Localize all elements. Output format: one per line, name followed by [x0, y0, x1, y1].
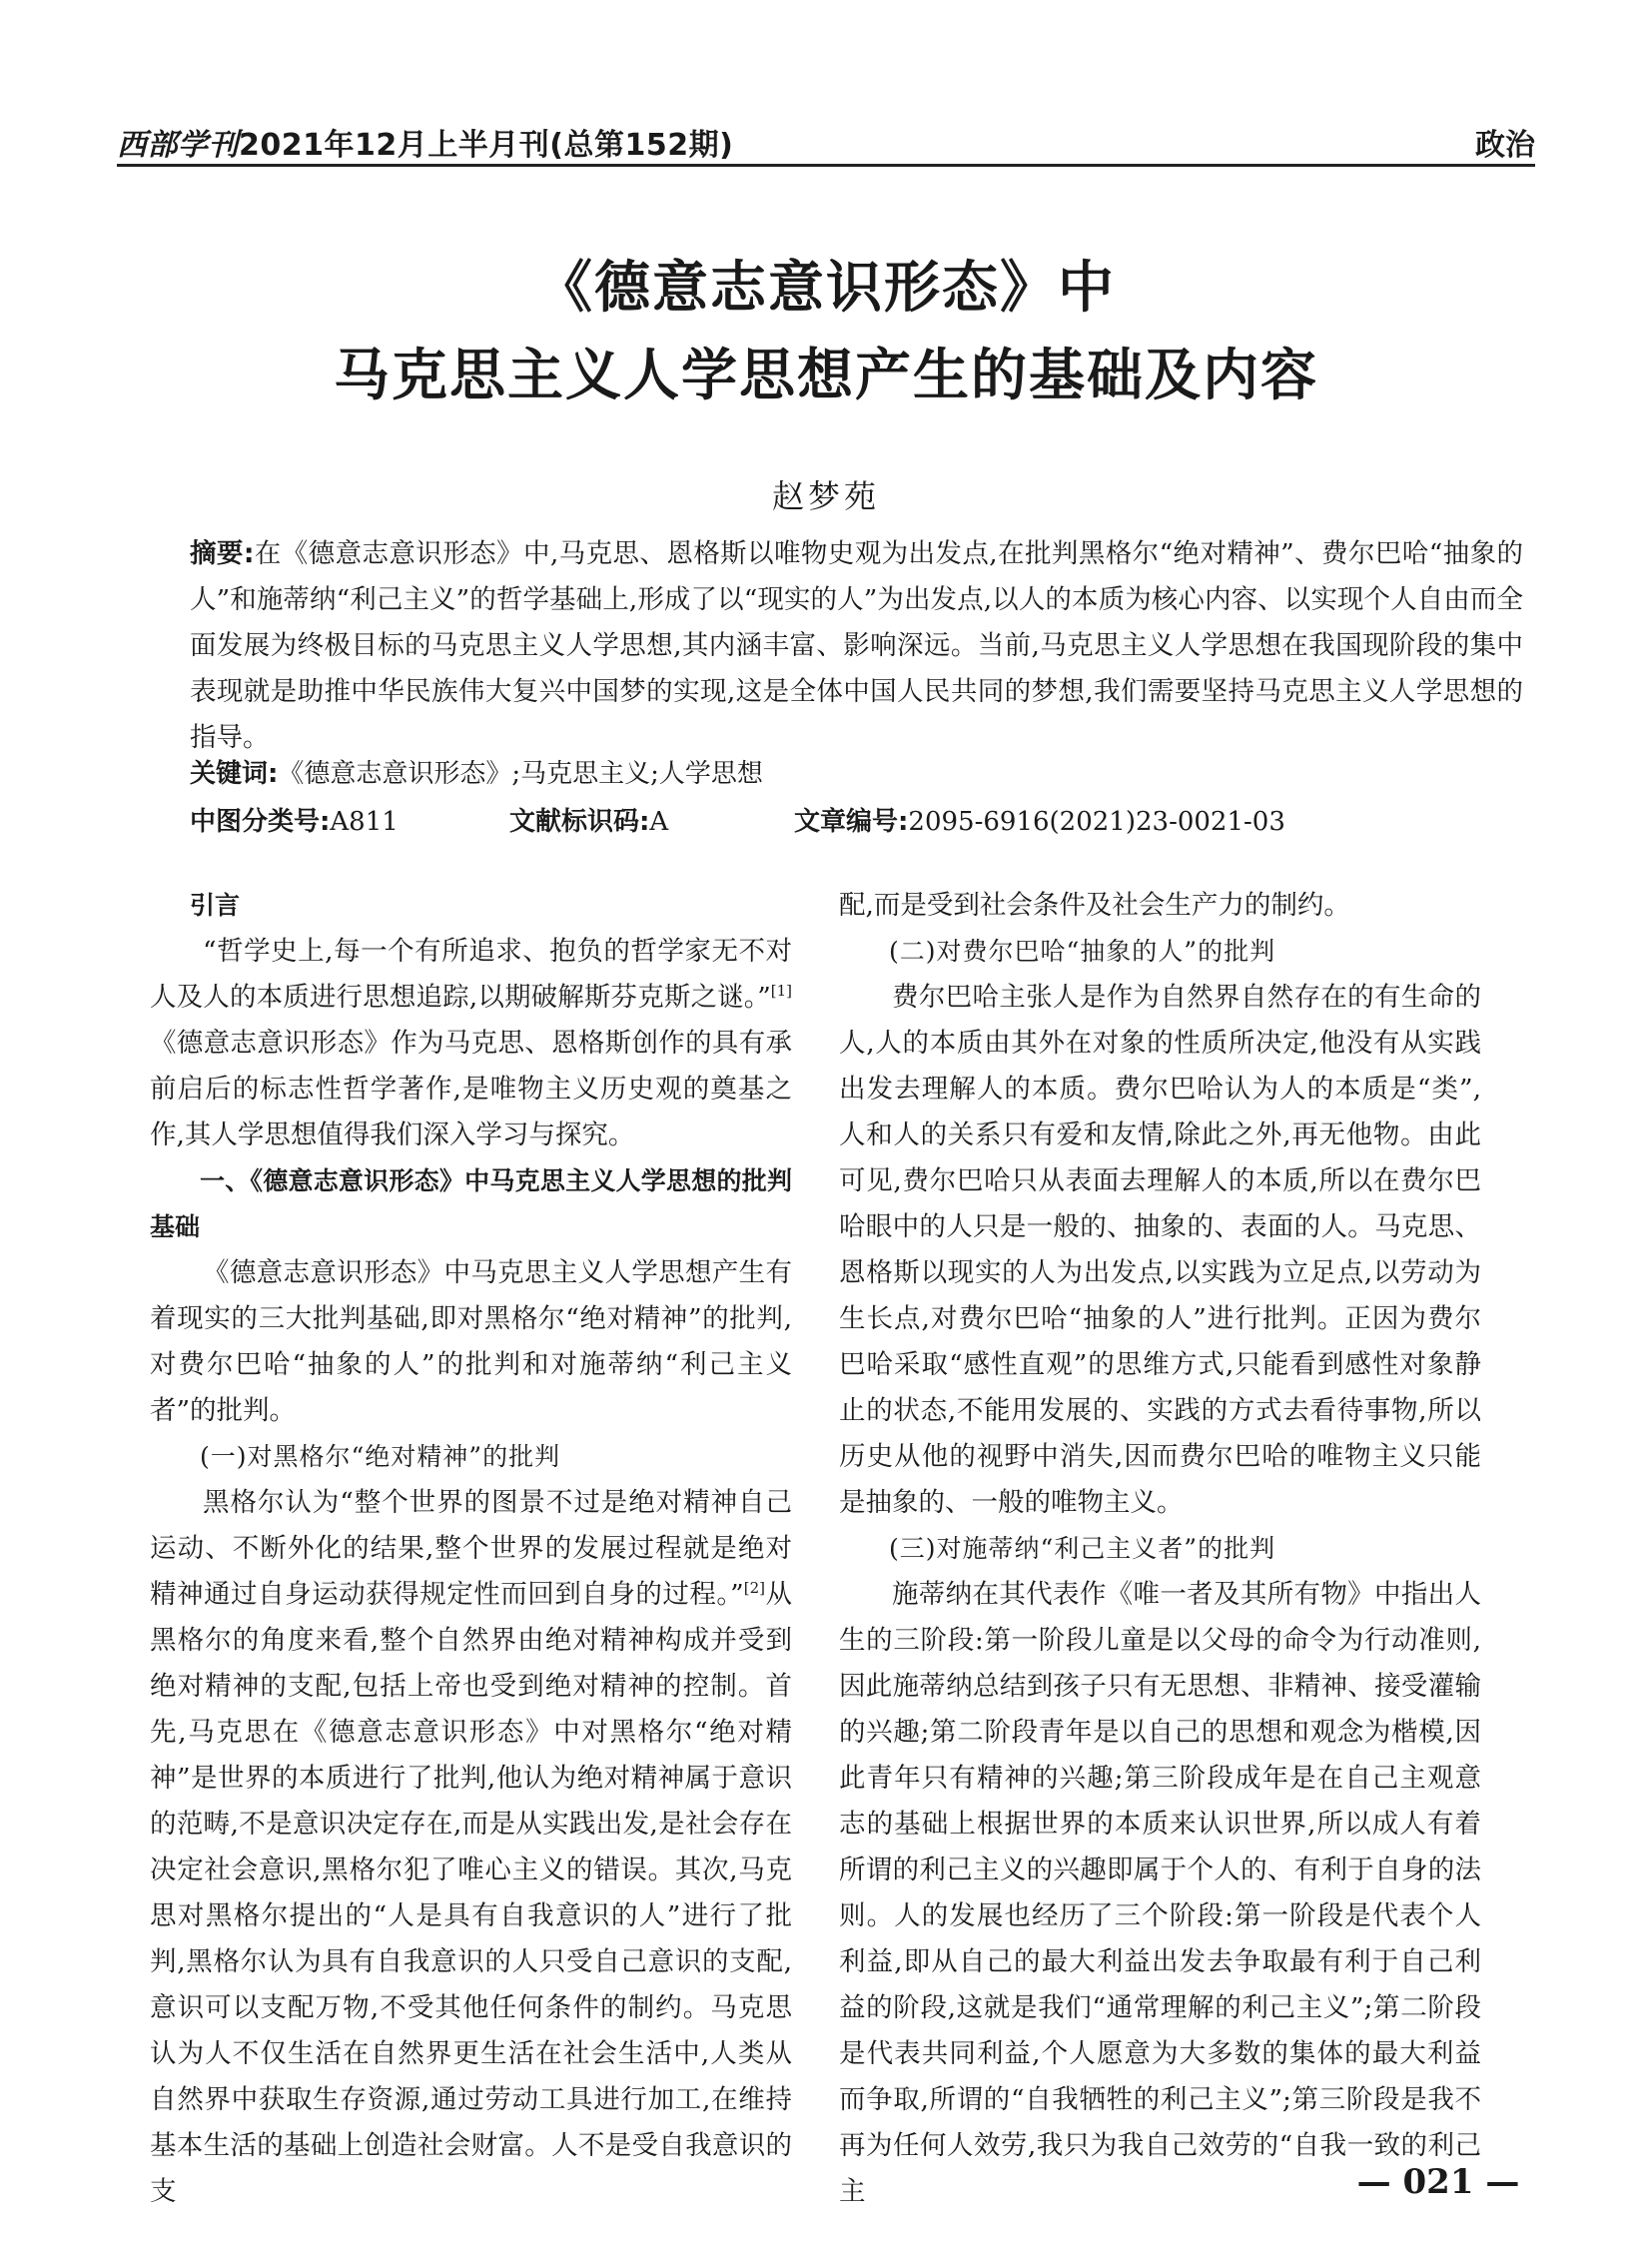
- paragraph-hegel-text-2: 从黑格尔的角度来看,整个自然界由绝对精神构成并受到绝对精神的支配,包括上帝也受到绝对精神的控制。首先,马克思在《德意志意识形态》中对黑格尔“绝对精神”是世界的本质进行了批判,他认为绝对精神属于意识的范畴,不是意识决定存在,而是从实践出发,是社会存在决定社会意识,黑格尔犯了唯心主义的错误。其次,马克思对黑格尔提出的“人是具有自我意识的人”进行了批判,黑格尔认为具有自我意识的人只受自己意识的支配,意识可以支配万物,不受其他任何条件的制约。马克思认为人不仅生活在自然界更生活在社会生活中,人类从自然界中获取生存资源,通过劳动工具进行加工,在维持基本生活的基础上创造社会财富。人不是受自我意识的支: [150, 1579, 792, 2207]
- section-label: 政治: [1475, 128, 1535, 163]
- article-number: [794, 799, 1285, 845]
- subsection-heading-hegel: (一)对黑格尔“绝对精神”的批判: [200, 1442, 561, 1471]
- keywords-text: 《德意志意识形态》;马克思主义;人学思想: [278, 759, 763, 789]
- article-title: [117, 245, 1535, 420]
- abstract-text: 在《德意志意识形态》中,马克思、恩格斯以唯物史观为出发点,在批判黑格尔“绝对精神”、费尔巴哈“抽象的人”和施蒂纳“利己主义”的哲学基础上,形成了以“现实的人”为出发点,以人的本质为核心内容、以实现个人自由而全面发展为终极目标的马克思主义人学思想,其内涵丰富、影响深远。当前,马克思主义人学思想在我国现阶段的集中表现就是助推中华民族伟大复兴中国梦的实现,这是全体中国人民共同的梦想,我们需要坚持马克思主义人学思想的指导。: [190, 538, 1523, 753]
- paragraph-feuerbach: 费尔巴哈主张人是作为自然界自然存在的有生命的人,人的本质由其外在对象的性质所决定,他没有从实践出发去理解人的本质。费尔巴哈认为人的本质是“类”,人和人的关系只有爱和友情,除此之外,再无他物。由此可见,费尔巴哈只从表面去理解人的本质,所以在费尔巴哈眼中的人只是一般的、抽象的、表面的人。马克思、恩格斯以现实的人为出发点,以实践为立足点,以劳动为生长点,对费尔巴哈“抽象的人”进行批判。正因为费尔巴哈采取“感性直观”的思维方式,只能看到感性对象静止的状态,不能用发展的、实践的方式去看待事物,所以历史从他的视野中消失,因而费尔巴哈的唯物主义只能是抽象的、一般的唯物主义。: [839, 982, 1481, 1518]
- clc-label: 中图分类号:: [190, 807, 331, 837]
- paragraph-intro-text-2: 《德意志意识形态》作为马克思、恩格斯创作的具有承前启后的标志性哲学著作,是唯物主义历史观的奠基之作,其人学思想值得我们深入学习与探究。: [150, 1028, 792, 1150]
- subsection-heading-stirner: (三)对施蒂纳“利己主义者”的批判: [889, 1534, 1276, 1563]
- citation-2: [2]: [743, 1579, 765, 1598]
- paragraph-intro: [150, 929, 792, 1158]
- paragraph-intro-text: “哲学史上,每一个有所追求、抱负的哲学家无不对人及人的本质进行思想追踪,以期破解斯芬克斯之谜。”: [150, 936, 792, 1013]
- article-value: 2095-6916(2021)23-0021-03: [908, 807, 1285, 837]
- clc-value: A811: [330, 807, 399, 837]
- abstract: [190, 531, 1523, 761]
- paragraph-critique-basis: 《德意志意识形态》中马克思主义人学思想产生有着现实的三大批判基础,即对黑格尔“绝对精神”的批判,对费尔巴哈“抽象的人”的批判和对施蒂纳“利己主义者”的批判。: [150, 1257, 792, 1426]
- title-line-2: 马克思主义人学思想产生的基础及内容: [334, 344, 1318, 408]
- intro-heading: 引言: [190, 891, 241, 920]
- right-column: [839, 883, 1481, 2215]
- doc-value: A: [649, 807, 669, 837]
- keywords-label: 关键词:: [190, 759, 279, 789]
- author-name: 赵梦苑: [771, 477, 880, 515]
- doc-label: 文献标识码:: [509, 807, 650, 837]
- citation-1: [1]: [770, 982, 792, 1001]
- section-heading-1: 一、《德意志意识形态》中马克思主义人学思想的批判基础: [150, 1166, 792, 1241]
- keywords: [190, 751, 763, 797]
- subsection-heading-feuerbach: (二)对费尔巴哈“抽象的人”的批判: [889, 937, 1276, 966]
- paragraph-stirner: 施蒂纳在其代表作《唯一者及其所有物》中指出人生的三阶段:第一阶段儿童是以父母的命令为行动准则,因此施蒂纳总结到孩子只有无思想、非精神、接受灌输的兴趣;第二阶段青年是以自己的思想和观念为楷模,因此青年只有精神的兴趣;第三阶段成年是在自己主观意志的基础上根据世界的本质来认识世界,所以成人有着所谓的利己主义的兴趣即属于个人的、有利于自身的法则。人的发展也经历了三个阶段:第一阶段是代表个人利益,即从自己的最大利益出发去争取最有利于自己利益的阶段,这就是我们“通常理解的利己主义”;第二阶段是代表共同利益,个人愿意为大多数的集体的最大利益而争取,所谓的“自我牺牲的利己主义”;第三阶段是我不再为任何人效劳,我只为我自己效劳的“自我一致的利己主: [839, 1579, 1481, 2207]
- page-number: — 021 —: [1356, 2162, 1520, 2202]
- journal-logo: 西部学刊: [117, 128, 239, 163]
- paragraph-hegel-text: 黑格尔认为“整个世界的图景不过是绝对精神自己运动、不断外化的结果,整个世界的发展过程就是绝对精神通过自身运动获得规定性而回到自身的过程。”: [150, 1487, 792, 1610]
- journal-issue: [117, 120, 733, 164]
- paragraph-hegel: [150, 1480, 792, 2215]
- running-header: [117, 112, 1535, 167]
- clc-number: [190, 799, 399, 845]
- title-line-1: 《德意志意识形态》中: [536, 256, 1116, 321]
- article-label: 文章编号:: [794, 807, 909, 837]
- issue-label: 2021年12月上半月刊(总第152期): [239, 128, 734, 163]
- abstract-label: 摘要:: [190, 538, 255, 569]
- left-column: [150, 883, 792, 2215]
- paragraph-continuation: 配,而是受到社会条件及社会生产力的制约。: [839, 890, 1350, 921]
- document-code: [509, 799, 668, 845]
